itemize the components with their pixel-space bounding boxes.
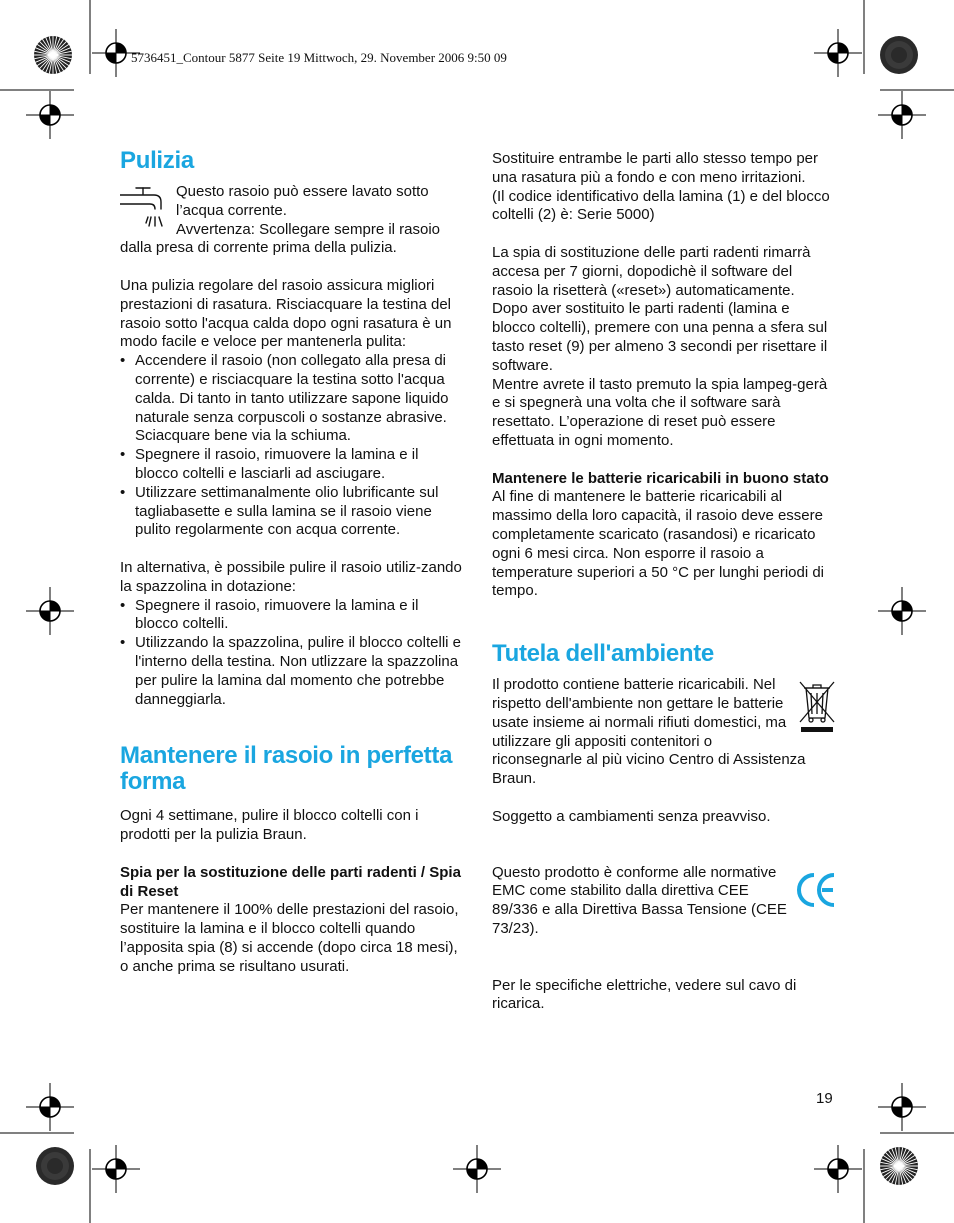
- list-item: • Spegnere il rasoio, rimuovere la lamina e il blocco coltelli e lasciarli ad asciugare.: [120, 446, 462, 484]
- water-tap-icon: [120, 185, 166, 229]
- pulizia-alternative-paragraph: In alternativa, è possibile pulire il rasoio utiliz-zando la spazzolina in dotazione:: [120, 558, 462, 595]
- tutela-paragraph: Il prodotto contiene batterie ricaricabili. Nel rispetto dell'ambiente non gettare le batterie usate insieme ai normali rifiuti domestici, ma utilizzare gli appositi contenitori o riconsegnarle al più vicino Centro di Assistenza Braun.: [492, 676, 806, 788]
- batterie-paragraph: Al fine di mantenere le batterie ricaricabili al massimo della loro capacità, il rasoio deve essere completamente scaricato (rasandosi) e ricaricato ogni 6 mesi circa. Non esporre il rasoio a temperature superiori a 50 °C per lunghi periodi di tempo.: [492, 488, 825, 600]
- pulizia-paragraph: Una pulizia regolare del rasoio assicura migliori prestazioni di rasatura. Risciacquare la testina del rasoio sotto l'acqua calda dopo ogni rasatura è un modo facile e veloce per mantenerla pulita:: [120, 276, 452, 351]
- heading-mantenere: Mantenere il rasoio in perfetta forma: [120, 742, 453, 796]
- list-item: • Spegnere il rasoio, rimuovere la lamina e il blocco coltelli.: [120, 597, 462, 635]
- heading-pulizia: Pulizia: [120, 147, 194, 174]
- list-item: • Utilizzare settimanalmente olio lubrificante sul tagliabasette e sulla lamina se il rasoio viene pulito regolarmente con acqua corrente.: [120, 484, 462, 540]
- pulizia-alternative-list: [120, 597, 462, 710]
- mantenere-paragraph: Ogni 4 settimane, pulire il blocco coltelli con i prodotti per la pulizia Braun.: [120, 807, 419, 844]
- emc-paragraph: Questo prodotto è conforme alle normative EMC come stabilito dalla direttiva CEE 89/336 e alla Direttiva Bassa Tensione (CEE 73/23).: [492, 863, 787, 937]
- crossed-bin-icon: [797, 678, 837, 734]
- pulizia-intro-2: Avvertenza: Scollegare sempre il rasoio dalla presa di corrente prima della pulizia.: [120, 220, 441, 257]
- dopo-paragraph: Dopo aver sostituito le parti radenti (lamina e blocco coltelli), premere con una penna a sfera sul tasto reset (9) per almeno 3 secondi per risettare il software.: [492, 300, 828, 374]
- change-notice: Soggetto a cambiamenti senza preavviso.: [492, 807, 771, 825]
- right-column: [492, 150, 837, 1014]
- left-column: [120, 148, 462, 976]
- batterie-subheading: Mantenere le batterie ricaricabili in buono stato: [492, 469, 829, 487]
- ce-mark-icon: [795, 870, 837, 910]
- codice-paragraph: (Il codice identificativo della lamina (1) e del blocco coltelli (2) è: Serie 5000): [492, 187, 830, 224]
- print-header: 5736451_Contour 5877 Seite 19 Mittwoch, 29. November 2006 9:50 09: [131, 50, 507, 65]
- spia-paragraph: Per mantenere il 100% delle prestazioni del rasoio, sostituire la lamina e il blocco coltelli quando l’apposita spia (8) si accende (dopo circa 18 mesi), o anche prima se risultano usurati.: [120, 901, 459, 975]
- pulizia-bullet-list: [120, 352, 462, 540]
- list-item: • Accendere il rasoio (non collegato alla presa di corrente) e risciacquare la testina sotto l'acqua calda. Di tanto in tanto utilizzare sapone liquido naturale senza corpuscoli o sostanze abrasive. Sciacquare bene via la schiuma.: [120, 352, 462, 446]
- page-number: 19: [816, 1090, 833, 1107]
- mentre-paragraph: Mentre avrete il tasto premuto la spia lampeg-gerà e si spegnerà una volta che il software sarà resettato. L’operazione di reset può essere effettuata in ogni momento.: [492, 375, 828, 449]
- spia-reset-paragraph: La spia di sostituzione delle parti radenti rimarrà accesa per 7 giorni, dopodichè il software del rasoio la risetterà («reset») automaticamente.: [492, 243, 811, 299]
- pulizia-intro-1: Questo rasoio può essere lavato sotto l’acqua corrente.: [176, 183, 429, 219]
- spec-paragraph: Per le specifiche elettriche, vedere sul cavo di ricarica.: [492, 976, 797, 1013]
- spia-subheading: Spia per la sostituzione delle parti radenti / Spia di Reset: [120, 863, 461, 900]
- list-item: • Utilizzando la spazzolina, pulire il blocco coltelli e l'interno della testina. Non utlizzare la spazzolina per pulire la lamina dal momento che potrebbe danneggiarla.: [120, 634, 462, 709]
- heading-tutela: Tutela dell'ambiente: [492, 640, 714, 668]
- sostituire-paragraph: Sostituire entrambe le parti allo stesso tempo per una rasatura più a fondo e con meno irritazioni.: [492, 150, 818, 186]
